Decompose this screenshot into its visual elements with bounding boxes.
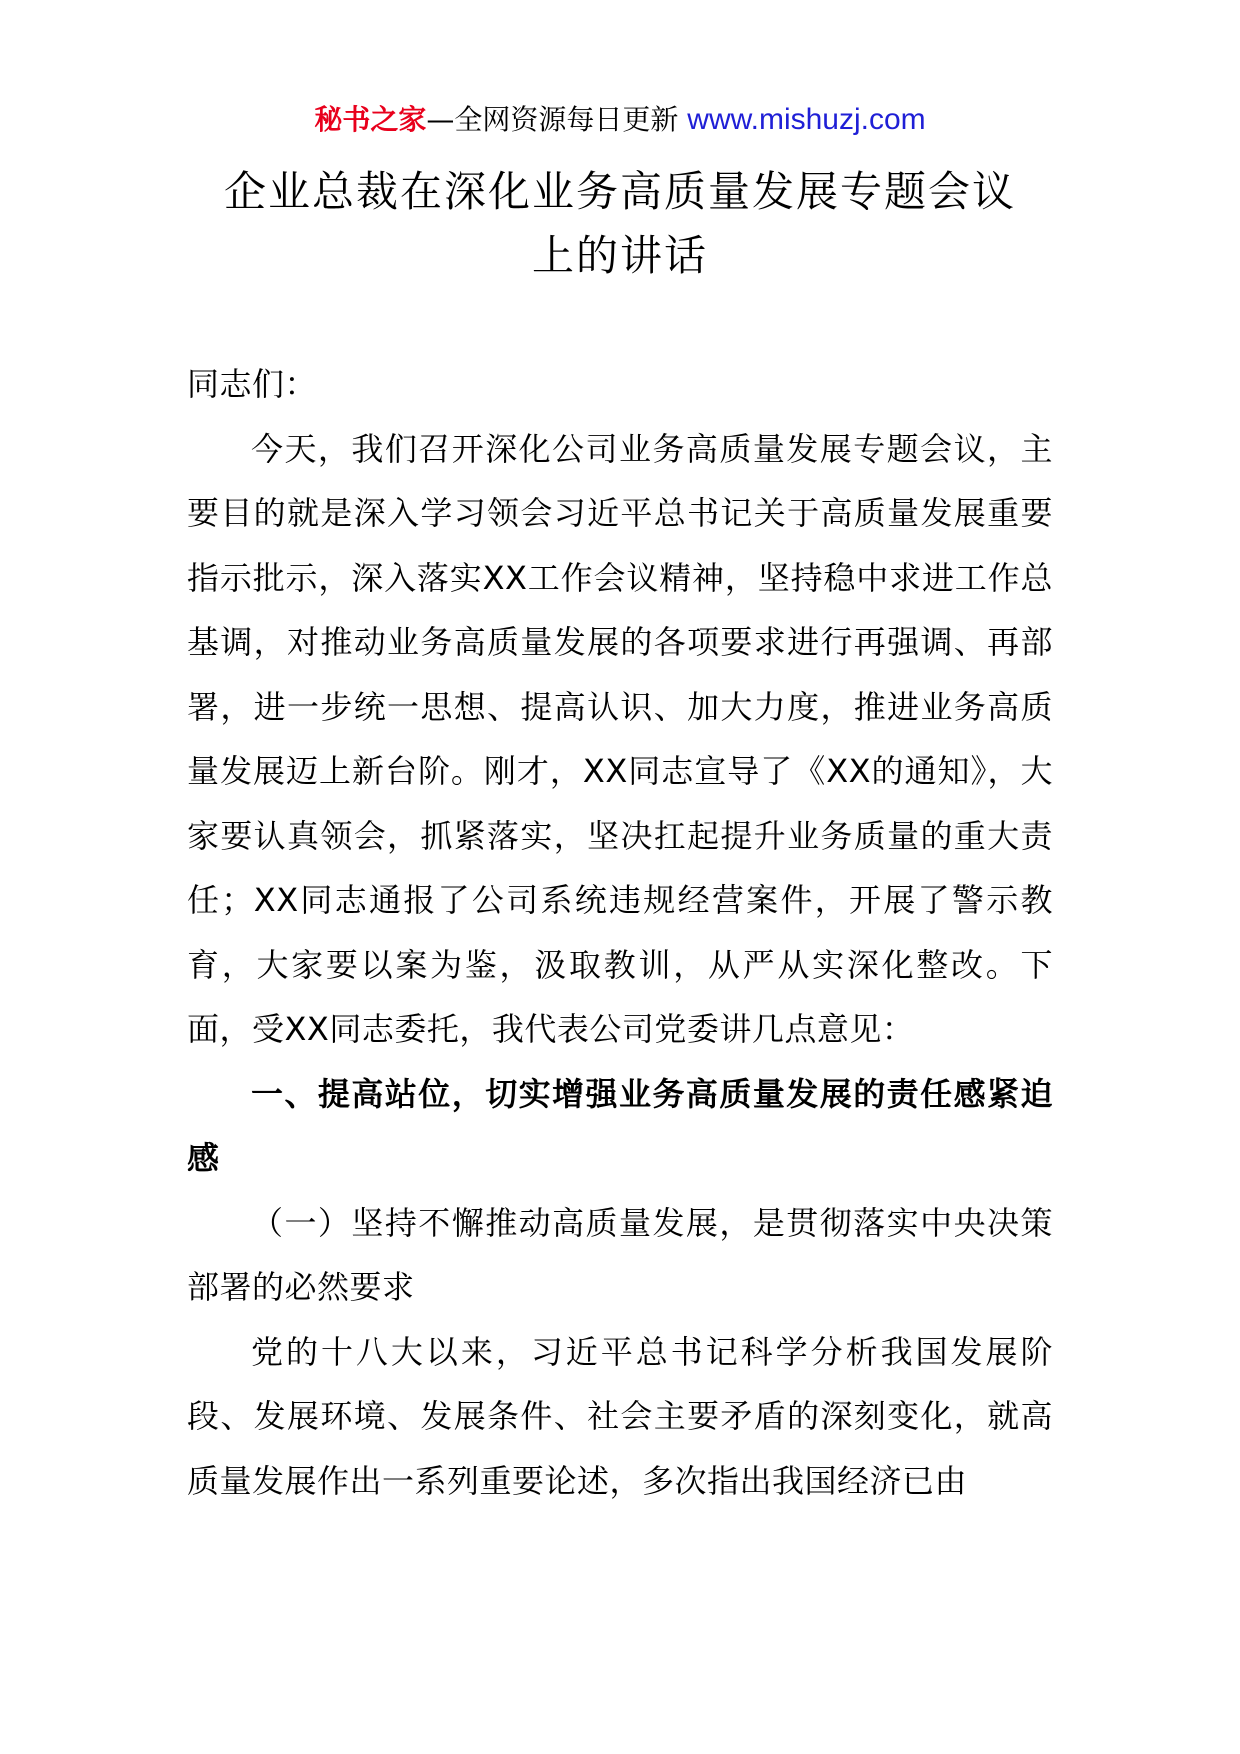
site-url[interactable]: www.mishuzj.com [687, 103, 926, 136]
paragraph-intro: 今天，我们召开深化公司业务高质量发展专题会议，主要目的就是深入学习领会习近平总书记关于高质量发展重要指示批示，深入落实XX工作会议精神，坚持稳中求进工作总基调，对推动业务高质量发展的各项要求进行再强调、再部署，进一步统一思想、提高认识、加大力度，推进业务高质量发展迈上新台阶。刚才，XX同志宣导了《XX的通知》，大家要认真领会，抓紧落实，坚决扛起提升业务质量的重大责任；XX同志通报了公司系统违规经营案件，开展了警示教育，大家要以案为鉴，汲取教训，从严从实深化整改。下面，受XX同志委托，我代表公司党委讲几点意见： [187, 429, 1053, 1048]
header-tagline: 全网资源每日更新 [454, 103, 679, 136]
brand-name: 秘书之家 [314, 103, 427, 136]
title-line-2: 上的讲话 [531, 231, 708, 280]
site-header [0, 100, 1240, 140]
section-heading-1: 一、提高站位，切实增强业务高质量发展的责任感紧迫感 [187, 1074, 1053, 1177]
salutation: 同志们： [187, 365, 318, 403]
document-title [180, 160, 1060, 288]
document-body [187, 352, 1053, 1513]
title-line-1: 企业总裁在深化业务高质量发展专题会议 [223, 167, 1016, 216]
header-dash: — [426, 103, 455, 136]
subsection-heading-1: （一）坚持不懈推动高质量发展，是贯彻落实中央决策部署的必然要求 [187, 1203, 1053, 1306]
paragraph-section-1: 党的十八大以来，习近平总书记科学分析我国发展阶段、发展环境、发展条件、社会主要矛盾的深刻变化，就高质量发展作出一系列重要论述，多次指出我国经济已由 [187, 1332, 1053, 1500]
